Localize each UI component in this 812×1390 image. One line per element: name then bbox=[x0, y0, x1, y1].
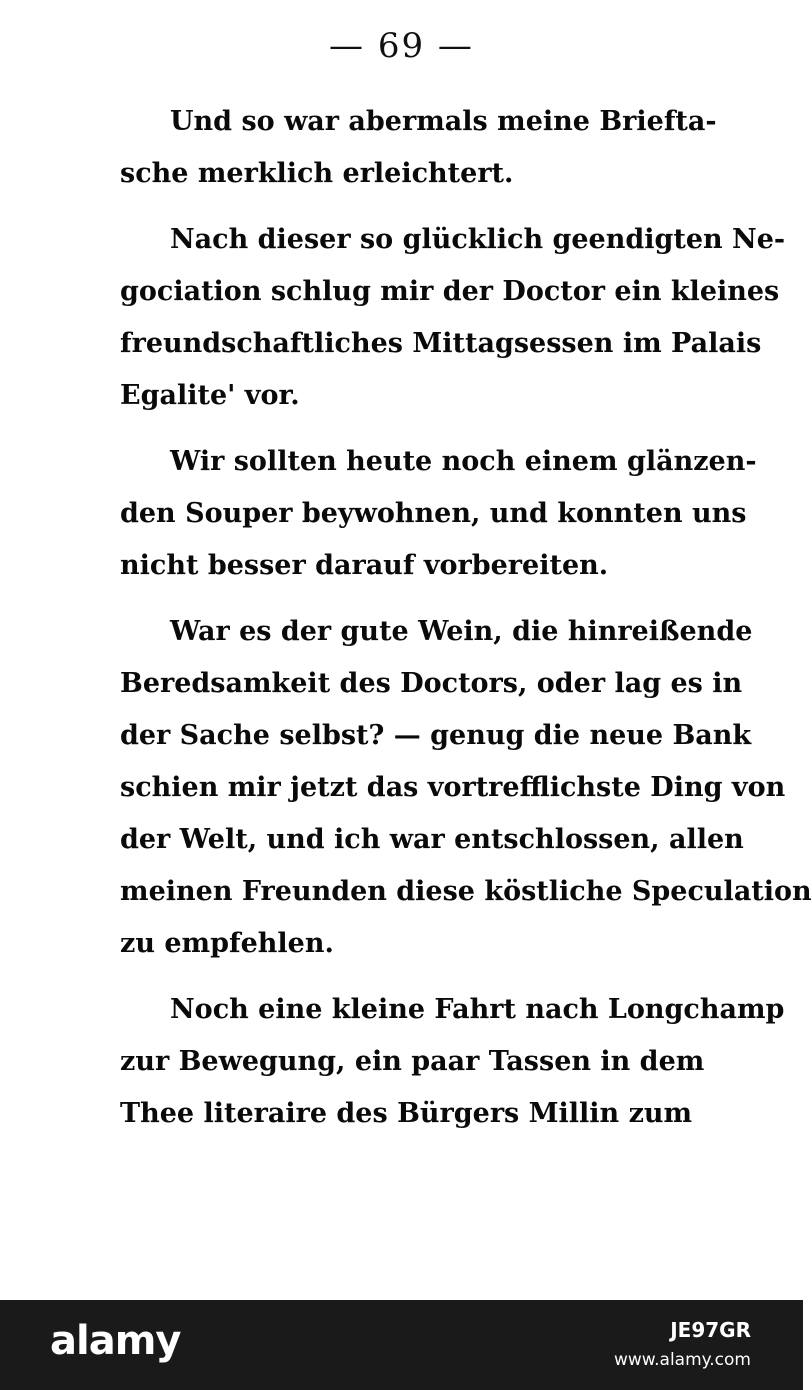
text-line: zur Bewegung, ein paar Tassen in dem bbox=[120, 1046, 705, 1077]
paragraph bbox=[120, 214, 786, 422]
text-line: Beredsamkeit des Doctors, oder lag es in bbox=[120, 668, 743, 699]
watermark-footer bbox=[0, 1300, 803, 1390]
image-id: JE97GR bbox=[670, 1318, 751, 1342]
text-line: freundschaftliches Mittagsessen im Palais bbox=[120, 328, 762, 359]
paragraph bbox=[120, 96, 717, 200]
paragraph bbox=[120, 606, 812, 970]
paragraph bbox=[120, 436, 757, 592]
text-line: der Sache selbst? — genug die neue Bank bbox=[120, 720, 752, 751]
text-line: schien mir jetzt das vortrefflichste Ding von bbox=[120, 772, 786, 803]
text-line: sche merklich erleichtert. bbox=[120, 158, 514, 189]
text-line: Egalite' vor. bbox=[120, 380, 300, 411]
text-line: gociation schlug mir der Doctor ein kleines bbox=[120, 276, 780, 307]
text-line: Noch eine kleine Fahrt nach Longchamp bbox=[170, 994, 785, 1025]
text-line: der Welt, und ich war entschlossen, allen bbox=[120, 824, 744, 855]
text-line: Und so war abermals meine Briefta- bbox=[170, 106, 717, 137]
text-line: Thee literaire des Bürgers Millin zum bbox=[120, 1098, 693, 1129]
text-line: meinen Freunden diese köstliche Speculation bbox=[120, 876, 812, 907]
text-line: zu empfehlen. bbox=[120, 928, 334, 959]
text-line: Nach dieser so glücklich geendigten Ne- bbox=[170, 224, 786, 255]
page-number: — 69 — bbox=[329, 26, 474, 66]
paragraph bbox=[120, 984, 785, 1140]
text-line: Wir sollten heute noch einem glänzen- bbox=[170, 446, 757, 477]
text-line: nicht besser darauf vorbereiten. bbox=[120, 550, 609, 581]
text-line: den Souper beywohnen, und konnten uns bbox=[120, 498, 747, 529]
alamy-logo: alamy bbox=[50, 1318, 181, 1364]
text-line: War es der gute Wein, die hinreißende bbox=[170, 616, 753, 647]
body-text bbox=[120, 96, 812, 1140]
site-url: www.alamy.com bbox=[613, 1350, 751, 1370]
